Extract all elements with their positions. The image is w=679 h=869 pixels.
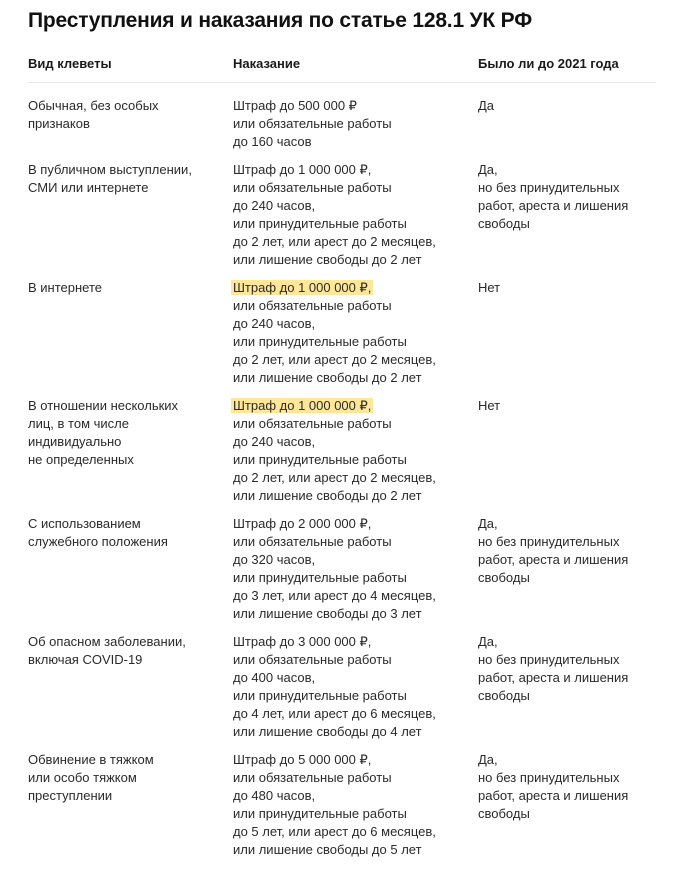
table-row (28, 161, 656, 279)
cell-before-2021-line: свободы (478, 215, 656, 233)
highlighted-fine: Штраф до 1 000 000 ₽, (231, 280, 373, 295)
cell-punishment-line: или принудительные работы (233, 333, 478, 351)
cell-type-line: Об опасном заболевании, (28, 633, 233, 651)
cell-before-2021-line: Нет (478, 397, 656, 415)
cell-punishment-line: или принудительные работы (233, 805, 478, 823)
cell-type-line: В отношении нескольких (28, 397, 233, 415)
cell-type-line: лиц, в том числе (28, 415, 233, 433)
cell-before-2021-line: Да, (478, 515, 656, 533)
cell-punishment-line: Штраф до 2 000 000 ₽, (233, 515, 478, 533)
cell-before-2021 (478, 397, 656, 515)
cell-before-2021-line: свободы (478, 687, 656, 705)
cell-type-line: индивидуально (28, 433, 233, 451)
table-body (28, 83, 656, 869)
cell-type (28, 161, 233, 279)
column-header-punishment: Наказание (233, 48, 478, 83)
cell-type (28, 751, 233, 869)
cell-type (28, 83, 233, 162)
cell-before-2021 (478, 751, 656, 869)
cell-punishment-line: до 4 лет, или арест до 6 месяцев, (233, 705, 478, 723)
cell-punishment-line: до 2 лет, или арест до 2 месяцев, (233, 469, 478, 487)
highlighted-fine: Штраф до 1 000 000 ₽, (231, 398, 373, 413)
cell-punishment-line: Штраф до 3 000 000 ₽, (233, 633, 478, 651)
cell-punishment-line: Штраф до 5 000 000 ₽, (233, 751, 478, 769)
cell-before-2021-line: Да (478, 97, 656, 115)
cell-type-line: Обвинение в тяжком (28, 751, 233, 769)
cell-type-line: признаков (28, 115, 233, 133)
cell-punishment-line: до 480 часов, (233, 787, 478, 805)
cell-punishment (233, 83, 478, 162)
cell-before-2021-line: Да, (478, 751, 656, 769)
column-header-type: Вид клеветы (28, 48, 233, 83)
cell-before-2021 (478, 161, 656, 279)
cell-before-2021 (478, 279, 656, 397)
cell-punishment-line: до 240 часов, (233, 433, 478, 451)
cell-punishment-line: или лишение свободы до 2 лет (233, 487, 478, 505)
cell-punishment-line: или лишение свободы до 5 лет (233, 841, 478, 859)
cell-type-line: Обычная, без особых (28, 97, 233, 115)
table-row (28, 633, 656, 751)
cell-punishment-line: или обязательные работы (233, 533, 478, 551)
cell-type (28, 515, 233, 633)
table-row (28, 279, 656, 397)
cell-type-line: В интернете (28, 279, 233, 297)
cell-type-line: В публичном выступлении, (28, 161, 233, 179)
cell-punishment-line: или обязательные работы (233, 179, 478, 197)
cell-type-line: преступлении (28, 787, 233, 805)
column-header-before-2021: Было ли до 2021 года (478, 48, 656, 83)
cell-type-line: не определенных (28, 451, 233, 469)
cell-punishment-line: до 2 лет, или арест до 2 месяцев, (233, 233, 478, 251)
page-title: Преступления и наказания по статье 128.1 УК РФ (28, 0, 657, 34)
cell-punishment (233, 751, 478, 869)
cell-before-2021-line: но без принудительных (478, 651, 656, 669)
cell-before-2021 (478, 515, 656, 633)
cell-type (28, 397, 233, 515)
cell-punishment-line: или лишение свободы до 3 лет (233, 605, 478, 623)
cell-punishment-line: Штраф до 500 000 ₽ (233, 97, 478, 115)
table-row (28, 751, 656, 869)
cell-before-2021 (478, 633, 656, 751)
cell-punishment-line: до 240 часов, (233, 197, 478, 215)
cell-type (28, 279, 233, 397)
table-row (28, 397, 656, 515)
cell-before-2021-line: Да, (478, 633, 656, 651)
cell-punishment-line: до 320 часов, (233, 551, 478, 569)
cell-type-line: служебного положения (28, 533, 233, 551)
cell-punishment-line: или принудительные работы (233, 569, 478, 587)
cell-before-2021-line: свободы (478, 805, 656, 823)
cell-before-2021-line: но без принудительных (478, 769, 656, 787)
cell-punishment-line: до 2 лет, или арест до 2 месяцев, (233, 351, 478, 369)
cell-type (28, 633, 233, 751)
cell-before-2021-line: работ, ареста и лишения (478, 787, 656, 805)
cell-type-line: или особо тяжком (28, 769, 233, 787)
cell-punishment-line: или обязательные работы (233, 651, 478, 669)
table-row (28, 515, 656, 633)
cell-punishment-line: или обязательные работы (233, 115, 478, 133)
cell-punishment-line: до 240 часов, (233, 315, 478, 333)
cell-punishment-line (233, 279, 478, 297)
cell-punishment-line: или принудительные работы (233, 687, 478, 705)
cell-punishment-line: или обязательные работы (233, 769, 478, 787)
cell-punishment (233, 515, 478, 633)
cell-punishment-line: или лишение свободы до 4 лет (233, 723, 478, 741)
cell-before-2021 (478, 83, 656, 162)
cell-punishment-line: или лишение свободы до 2 лет (233, 369, 478, 387)
cell-before-2021-line: но без принудительных (478, 533, 656, 551)
cell-type-line: включая COVID-19 (28, 651, 233, 669)
cell-before-2021-line: работ, ареста и лишения (478, 669, 656, 687)
cell-punishment-line: или принудительные работы (233, 215, 478, 233)
cell-punishment-line: или обязательные работы (233, 415, 478, 433)
cell-punishment-line: или лишение свободы до 2 лет (233, 251, 478, 269)
cell-before-2021-line: работ, ареста и лишения (478, 197, 656, 215)
cell-punishment (233, 279, 478, 397)
cell-punishment (233, 633, 478, 751)
table-row (28, 83, 656, 162)
cell-punishment-line: или обязательные работы (233, 297, 478, 315)
cell-punishment-line: до 400 часов, (233, 669, 478, 687)
cell-type-line: С использованием (28, 515, 233, 533)
cell-before-2021-line: но без принудительных (478, 179, 656, 197)
cell-punishment-line (233, 397, 478, 415)
cell-punishment-line: до 160 часов (233, 133, 478, 151)
cell-punishment-line: до 5 лет, или арест до 6 месяцев, (233, 823, 478, 841)
cell-before-2021-line: свободы (478, 569, 656, 587)
cell-before-2021-line: Нет (478, 279, 656, 297)
cell-punishment-line: Штраф до 1 000 000 ₽, (233, 161, 478, 179)
cell-punishment (233, 397, 478, 515)
cell-before-2021-line: Да, (478, 161, 656, 179)
cell-before-2021-line: работ, ареста и лишения (478, 551, 656, 569)
penalties-table (28, 48, 656, 869)
cell-punishment (233, 161, 478, 279)
table-header-row (28, 48, 656, 83)
cell-type-line: СМИ или интернете (28, 179, 233, 197)
cell-punishment-line: или принудительные работы (233, 451, 478, 469)
cell-punishment-line: до 3 лет, или арест до 4 месяцев, (233, 587, 478, 605)
